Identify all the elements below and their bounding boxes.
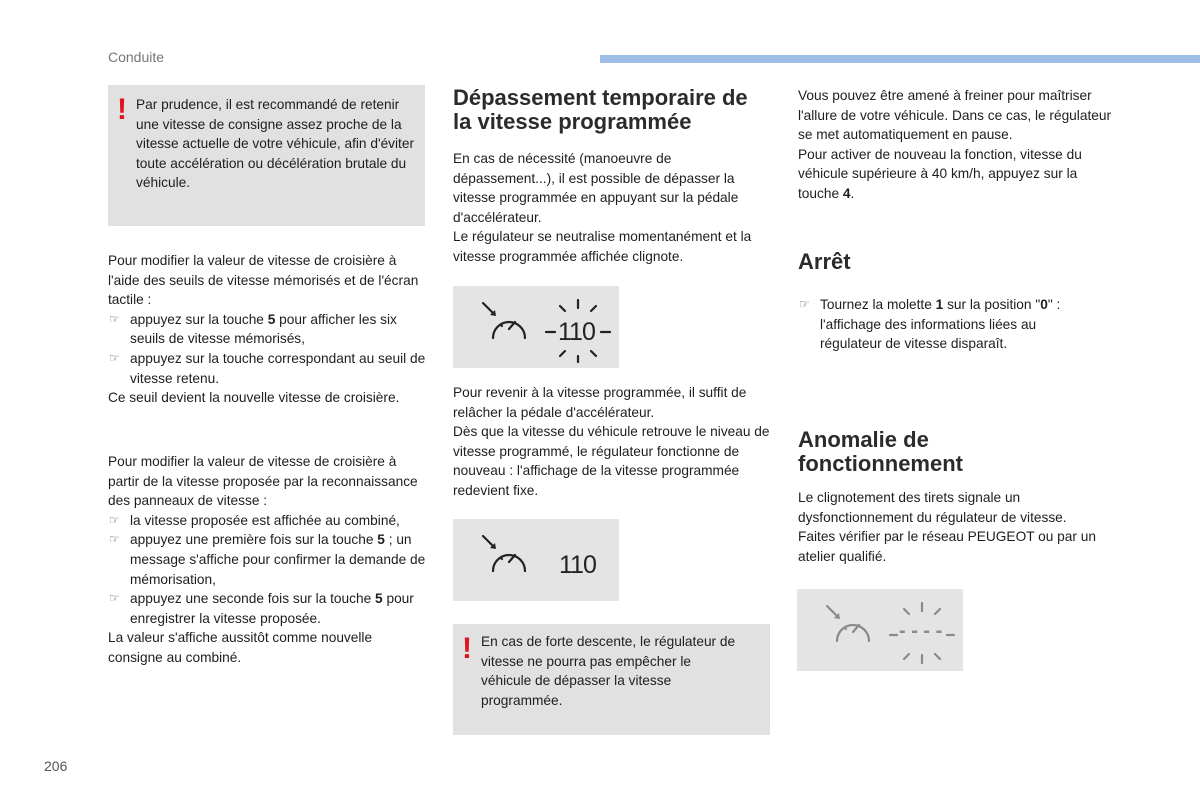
heading-depassement <box>453 86 783 134</box>
heading-arret: Arrêt <box>798 249 851 274</box>
pointing-hand-icon: ☞ <box>109 311 120 326</box>
list-item <box>108 589 428 628</box>
list-item-text: appuyez une seconde fois sur la touche <box>130 591 376 607</box>
list-item <box>108 511 428 531</box>
heading-line: fonctionnement <box>798 451 963 476</box>
pointing-hand-icon: ☞ <box>109 350 120 365</box>
key-reference: 5 <box>267 311 276 327</box>
depassement-text <box>453 149 773 267</box>
warning-box-descente <box>453 624 770 735</box>
list-item-text: appuyez une première fois sur la touche <box>130 532 378 548</box>
warning-text: Par prudence, il est recommandé de retenir une vitesse de consigne assez proche de la vitesse actuelle de votre véhicule, afin d'éviter toute accélération ou décélération brutale du véhicule. <box>136 97 415 191</box>
fault-dashes: - - - - <box>899 620 943 642</box>
header-accent-bar <box>600 55 1200 63</box>
pointing-hand-icon: ☞ <box>109 512 120 527</box>
heading-anomalie <box>798 428 1118 476</box>
list-item-text: appuyez sur la touche <box>130 311 268 327</box>
list-item-text: ; un message s'affiche pour confirmer la demande de mémorisation, <box>130 532 426 587</box>
display-blinking-speed <box>453 286 619 368</box>
heading-line: Dépassement temporaire de <box>453 85 748 110</box>
list-item-text: sur la position " <box>943 297 1041 312</box>
seuils-intro: Pour modifier la valeur de vitesse de croisière à l'aide des seuils de vitesse mémorisés et de l'écran tactile : <box>108 253 419 308</box>
heading-line: la vitesse programmée <box>453 109 692 134</box>
panneaux-outro: La valeur s'affiche aussitôt comme nouvelle consigne au combiné. <box>108 630 373 665</box>
key-reference: 5 <box>375 591 383 607</box>
display-fixed-speed <box>453 519 619 601</box>
paragraph: Le régulateur se neutralise momentanément et la vitesse programmée affichée clignote. <box>453 229 752 264</box>
freinage-text <box>798 86 1118 204</box>
pointing-hand-icon: ☞ <box>109 532 120 547</box>
list-item-text: la vitesse proposée est affichée au combiné, <box>130 512 400 528</box>
list-item-text: " : l'affichage des informations liées au régulateur de vitesse disparaît. <box>820 297 1061 352</box>
paragraph <box>798 145 1118 204</box>
list-item-text: pour enregistrer la vitesse proposée. <box>130 591 414 626</box>
paragraph-text: Pour activer de nouveau la fonction, vitesse du véhicule supérieure à 40 km/h, appuyez sur la touche <box>798 146 1082 201</box>
paragraph-text: . <box>850 185 855 201</box>
warning-text: En cas de forte descente, le régulateur de vitesse ne pourra pas empêcher le véhicule de dépasser la vitesse programmée. <box>481 634 736 708</box>
list-item-text: pour afficher les six seuils de vitesse mémorisés, <box>130 311 397 347</box>
retour-text <box>453 383 773 501</box>
list-item-text: Tournez la molette <box>820 297 936 312</box>
key-reference: 5 <box>377 532 385 548</box>
paragraph: Dès que la vitesse du véhicule retrouve le niveau de vitesse programmé, le régulateur fonctionne de nouveau : l'affichage de la vitesse programmée redevient fixe. <box>453 424 770 498</box>
list-item <box>108 310 428 349</box>
key-reference: 4 <box>842 185 851 201</box>
section-label: Conduite <box>108 49 165 65</box>
key-reference: 0 <box>1040 297 1048 312</box>
exclamation-icon: ! <box>117 93 127 126</box>
paragraph: Le clignotement des tirets signale un dysfonctionnement du régulateur de vitesse. <box>798 490 1067 525</box>
paragraph: Faites vérifier par le réseau PEUGEOT ou par un atelier qualifié. <box>798 529 1096 564</box>
paragraph: Pour revenir à la vitesse programmée, il suffit de relâcher la pédale d'accélérateur. <box>453 385 747 420</box>
seuils-instructions <box>108 251 428 408</box>
list-item <box>108 349 428 388</box>
key-reference: 1 <box>935 297 944 312</box>
anomalie-text <box>798 488 1118 566</box>
pointing-hand-icon: ☞ <box>799 297 810 311</box>
list-item <box>798 295 1098 354</box>
heading-line: Anomalie de <box>798 427 929 452</box>
pointing-hand-icon: ☞ <box>109 591 120 606</box>
list-item <box>108 530 428 589</box>
paragraph: En cas de nécessité (manoeuvre de dépassement...), il est possible de dépasser la vitesse programmée en appuyant sur la pédale d'accélérateur. <box>453 151 739 225</box>
arret-text <box>798 295 1098 354</box>
paragraph: Vous pouvez être amené à freiner pour maîtriser l'allure de votre véhicule. Dans ce cas, le régulateur se met automatiquement en pause. <box>798 88 1112 143</box>
exclamation-icon: ! <box>462 632 472 665</box>
seuils-outro: Ce seuil devient la nouvelle vitesse de croisière. <box>108 390 400 406</box>
panneaux-instructions <box>108 452 428 668</box>
page-number: 206 <box>44 758 68 774</box>
speed-readout: 110 <box>558 318 595 346</box>
warning-box-prudence <box>108 85 425 226</box>
panneaux-intro: Pour modifier la valeur de vitesse de croisière à partir de la vitesse proposée par la reconnaissance des panneaux de vitesse : <box>108 454 418 509</box>
speed-readout: 110 <box>559 551 596 579</box>
list-item-text: appuyez sur la touche correspondant au seuil de vitesse retenu. <box>130 350 426 386</box>
display-fault-dashes <box>797 589 963 671</box>
